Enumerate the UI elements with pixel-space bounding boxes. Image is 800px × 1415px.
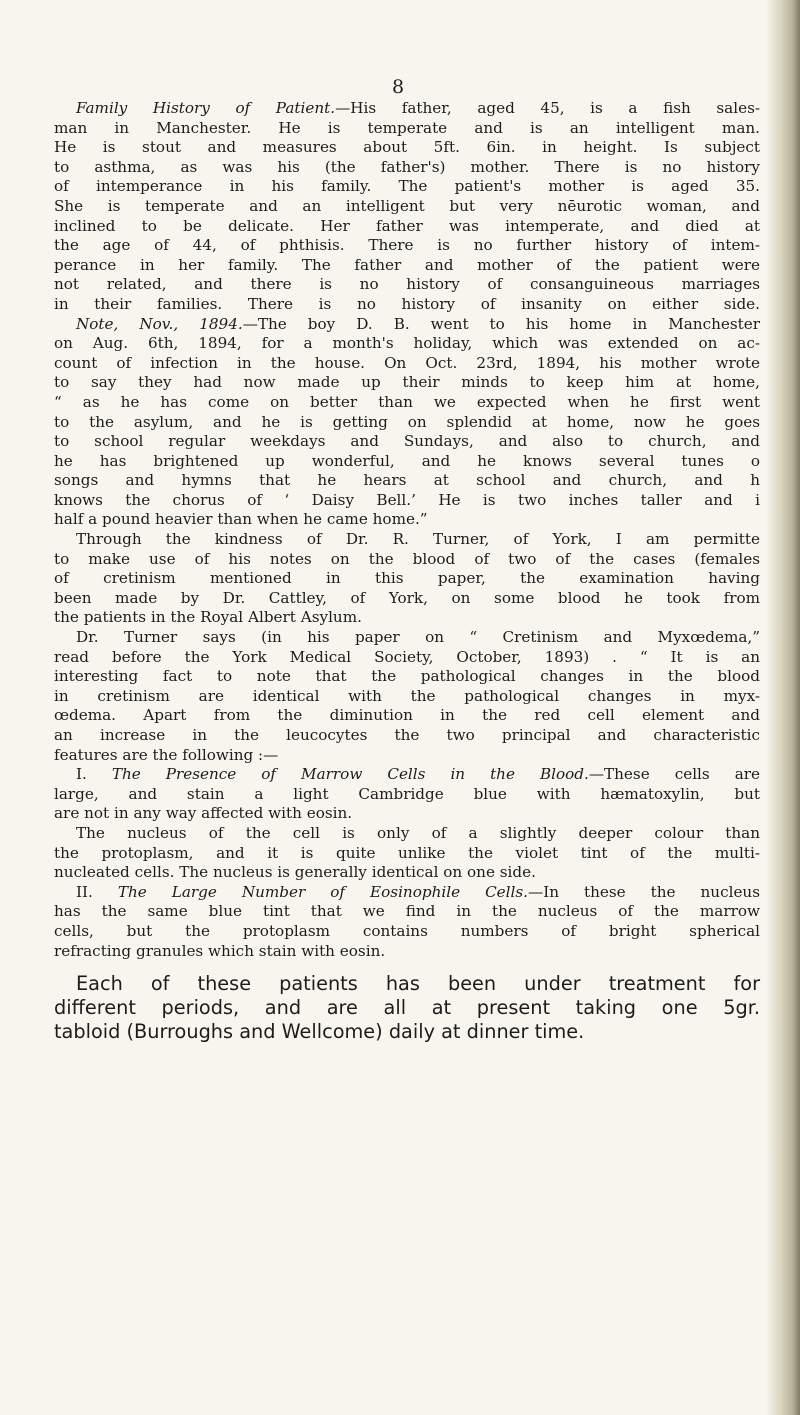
- text-line: count of infection in the house. On Oct. 23rd, 1894, his mother wrote: [54, 353, 760, 372]
- text-line: [54, 883, 760, 903]
- text-line: Dr. Turner says (in his paper on “ Cretinism and Myxœdema,”: [76, 628, 760, 647]
- page-edge-shadow: [766, 0, 800, 1415]
- text-line: half a pound heavier than when he came home.”: [54, 510, 428, 529]
- page-number: 8: [392, 76, 406, 98]
- text-run: II.: [76, 882, 118, 901]
- text-line: Through the kindness of Dr. R. Turner, of York, I am permitte: [76, 530, 760, 549]
- text-line: “ as he has come on better than we expected when he first went: [54, 392, 760, 411]
- text-run: —These cells are: [588, 765, 761, 784]
- text-line: nucleated cells. The nucleus is generally identical on one side.: [54, 863, 536, 882]
- text-line: read before the York Medical Society, October, 1893) . “ It is an: [54, 647, 760, 666]
- text-line: are not in any way affected with eosin.: [54, 804, 353, 823]
- text-line: in their families. There is no history of insanity on either side.: [54, 294, 760, 313]
- text-line: in cretinism are identical with the pathological changes in myx-: [54, 686, 760, 705]
- text-line: he has brightened up wonderful, and he knows several tunes o: [54, 451, 760, 470]
- text-line: songs and hymns that he hears at school and church, and h: [54, 471, 760, 490]
- text-line: to make use of his notes on the blood of two of the cases (females: [54, 549, 760, 568]
- text-line: to school regular weekdays and Sundays, and also to church, and: [54, 432, 760, 451]
- text-line: to the asylum, and he is getting on splendid at home, now he goes: [54, 412, 760, 431]
- text-run: I.: [76, 765, 112, 784]
- text-line: inclined to be delicate. Her father was intemperate, and died at: [54, 216, 760, 235]
- text-line: on Aug. 6th, 1894, for a month's holiday, which was extended on ac-: [54, 334, 760, 353]
- text-line: the age of 44, of phthisis. There is no further history of intem-: [54, 236, 760, 255]
- text-line: knows the chorus of ‘ Daisy Bell.’ He is two inches taller and i: [54, 490, 760, 509]
- text-line: the patients in the Royal Albert Asylum.: [54, 608, 362, 627]
- text-line: to say they had now made up their minds to keep him at home,: [54, 373, 760, 392]
- text-line: of cretinism mentioned in this paper, the examination having: [54, 569, 760, 588]
- closing-line: tabloid (Burroughs and Wellcome) daily at dinner time.: [54, 1020, 585, 1044]
- text-line: features are the following :—: [54, 745, 279, 764]
- closing-line: Each of these patients has been under treatment for: [76, 972, 760, 996]
- text-line: been made by Dr. Cattley, of York, on some blood he took from: [54, 588, 760, 607]
- closing-line: different periods, and are all at present taking one 5gr.: [54, 996, 760, 1020]
- text-line: cells, but the protoplasm contains numbers of bright spherical: [54, 921, 760, 940]
- section-heading: The Large Number of Eosinophile Cells.: [117, 882, 529, 901]
- text-line: has the same blue tint that we find in the nucleus of the marrow: [54, 902, 760, 921]
- section-heading: Note, Nov., 1894.: [76, 314, 243, 333]
- text-run: —The boy D. B. went to his home in Manchester: [242, 314, 760, 333]
- text-line: refracting granules which stain with eosin.: [54, 941, 386, 960]
- text-line: The nucleus of the cell is only of a slightly deeper colour than: [76, 823, 760, 842]
- text-line: interesting fact to note that the pathological changes in the blood: [54, 667, 760, 686]
- text-line: [54, 765, 760, 785]
- text-line: not related, and there is no history of consanguineous marriages: [54, 275, 760, 294]
- text-line: She is temperate and an intelligent but very nēurotic woman, and: [54, 196, 760, 215]
- text-line: man in Manchester. He is temperate and is an intelligent man.: [54, 118, 760, 137]
- section-heading: Family History of Patient.: [76, 99, 336, 117]
- text-line: an increase in the leucocytes the two principal and characteristic: [54, 726, 760, 744]
- text-line: of intemperance in his family. The patient's mother is aged 35.: [54, 177, 760, 196]
- text-line: to asthma, as was his (the father's) mother. There is no history: [54, 157, 760, 176]
- text-line: perance in her family. The father and mother of the patient were: [54, 255, 760, 274]
- text-line: [54, 99, 760, 119]
- section-heading: The Presence of Marrow Cells in the Blood.: [111, 765, 589, 784]
- text-line: He is stout and measures about 5ft. 6in. in height. Is subject: [54, 138, 760, 157]
- text-line: the protoplasm, and it is quite unlike the violet tint of the multi-: [54, 843, 760, 862]
- page-body: [54, 99, 760, 1044]
- text-run: —In these the nucleus: [528, 882, 761, 901]
- text-line: large, and stain a light Cambridge blue with hæmatoxylin, but: [54, 784, 760, 803]
- text-line: œdema. Apart from the diminution in the red cell element and: [54, 706, 760, 725]
- text-line: [54, 315, 760, 335]
- text-run: —His father, aged 45, is a fish sales-: [335, 99, 760, 117]
